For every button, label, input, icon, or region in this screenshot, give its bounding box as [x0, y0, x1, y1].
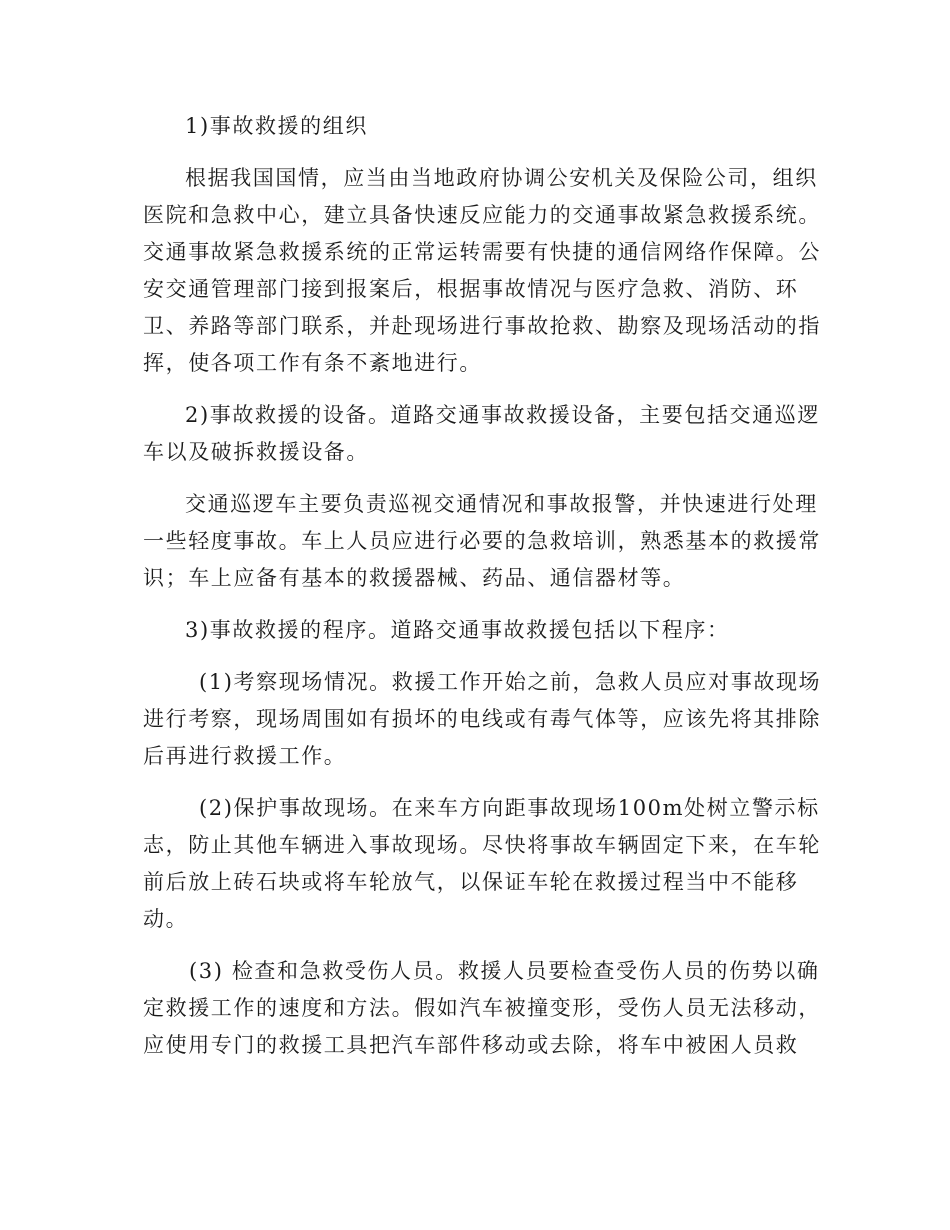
- paragraph-patrol-vehicle: [143, 486, 821, 597]
- text-line: 一些轻度事故。车上人员应进行必要的急救培训，熟悉基本的救援常: [143, 529, 821, 553]
- text-line: 挥，使各项工作有条不紊地进行。: [143, 351, 482, 375]
- text-line: 3)事故救援的程序。道路交通事故救援包括以下程序：: [185, 618, 730, 642]
- paragraph-step-protect-scene: [143, 790, 821, 938]
- heading-rescue-organization: [143, 108, 799, 145]
- text-line: 定救援工作的速度和方法。假如汽车被撞变形，受伤人员无法移动，: [143, 996, 821, 1020]
- text-line: 安交通管理部门接到报案后，根据事故情况与医疗急救、消防、环: [143, 277, 799, 301]
- document-page: [143, 108, 822, 1079]
- paragraph-step-inspect-scene: [143, 664, 822, 775]
- paragraph-organization-body: [143, 160, 821, 382]
- paragraph-rescue-procedure: [143, 612, 799, 649]
- text-line: 应使用专门的救援工具把汽车部件移动或去除，将车中被困人员救: [143, 1033, 799, 1057]
- text-line: 交通巡逻车主要负责巡视交通情况和事故报警，并快速进行处理: [185, 492, 818, 516]
- text-line: 志，防止其他车辆进入事故现场。尽快将事故车辆固定下来，在车轮: [143, 833, 821, 857]
- text-line: 根据我国国情，应当由当地政府协调公安机关及保险公司，组织: [185, 166, 818, 190]
- paragraph-rescue-equipment: [143, 397, 820, 471]
- text-line: 交通事故紧急救援系统的正常运转需要有快捷的通信网络作保障。公: [143, 240, 821, 264]
- text-line: (2)保护事故现场。在来车方向距事故现场100m处树立警示标: [199, 796, 820, 820]
- text-line: 车以及破拆救援设备。: [143, 440, 369, 464]
- text-line: 1)事故救援的组织: [185, 114, 368, 138]
- text-line: 医院和急救中心，建立具备快速反应能力的交通事故紧急救援系统。: [143, 203, 821, 227]
- text-line: 进行考察，现场周围如有损坏的电线或有毒气体等，应该先将其排除: [143, 707, 821, 731]
- text-line: (3) 检查和急救受伤人员。救援人员要检查受伤人员的伤势以确: [189, 959, 820, 983]
- text-line: 识；车上应备有基本的救援器械、药品、通信器材等。: [143, 566, 686, 590]
- text-line: 后再进行救援工作。: [143, 744, 347, 768]
- text-line: 2)事故救援的设备。道路交通事故救援设备，主要包括交通巡逻: [185, 403, 820, 427]
- text-line: 前后放上砖石块或将车轮放气，以保证车轮在救援过程当中不能移: [143, 870, 799, 894]
- paragraph-step-check-injured: [143, 953, 821, 1064]
- text-line: 卫、养路等部门联系，并赴现场进行事故抢救、勘察及现场活动的指: [143, 314, 821, 338]
- text-line: (1)考察现场情况。救援工作开始之前，急救人员应对事故现场: [199, 670, 822, 694]
- text-line: 动。: [143, 907, 189, 931]
